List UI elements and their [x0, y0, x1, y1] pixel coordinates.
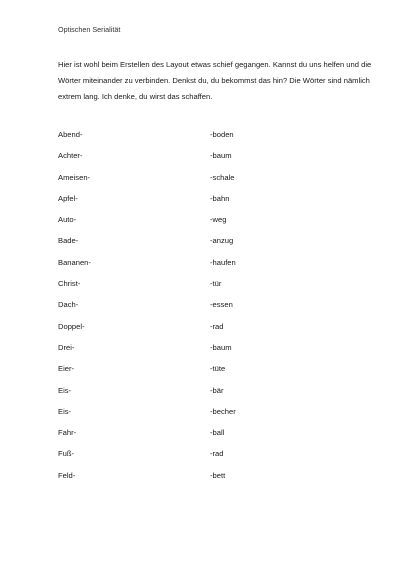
word-row	[58, 148, 358, 169]
word-prefix: Apfel-	[58, 193, 78, 203]
page-header: Optischen Serialität	[58, 25, 121, 34]
word-prefix: Drei-	[58, 342, 75, 352]
word-row	[58, 255, 358, 276]
word-suffix: -tüte	[210, 364, 226, 374]
word-prefix: Fahr-	[58, 428, 77, 438]
word-row	[58, 297, 358, 318]
word-suffix: -baum	[210, 342, 232, 352]
word-row	[58, 425, 358, 446]
word-suffix: -bett	[210, 470, 226, 480]
word-prefix: Eier-	[58, 364, 75, 374]
word-row	[58, 212, 358, 233]
word-prefix: Fuß-	[58, 449, 75, 459]
word-prefix: Achter-	[58, 151, 83, 161]
word-prefix: Feld-	[58, 470, 76, 480]
word-row	[58, 233, 358, 254]
word-row	[58, 127, 358, 148]
word-suffix: -haufen	[210, 257, 236, 267]
word-suffix: -schale	[210, 172, 235, 182]
word-prefix: Eis-	[58, 385, 72, 395]
word-suffix: -baum	[210, 151, 232, 161]
word-suffix: -rad	[210, 321, 224, 331]
word-suffix: -essen	[210, 300, 233, 310]
word-prefix: Auto-	[58, 215, 77, 225]
intro-paragraph: Hier ist wohl beim Erstellen des Layout etwas schief gegangen. Kannst du uns helfen und die Wörter miteinander zu verbinden. Denkst du, du bekommst das hin? Die Wörter sind nämlich extrem lang. Ich denke, du wirst das schaffen.	[58, 60, 372, 101]
word-suffix: -tür	[210, 279, 222, 289]
word-prefix: Bananen-	[58, 257, 91, 267]
word-suffix: -anzug	[210, 236, 234, 246]
word-prefix: Eis-	[58, 406, 72, 416]
word-row	[58, 191, 358, 212]
word-suffix: -rad	[210, 449, 224, 459]
word-row	[58, 383, 358, 404]
word-prefix: Ameisen-	[58, 172, 91, 182]
word-prefix: Dach-	[58, 300, 79, 310]
word-suffix: -weg	[210, 215, 227, 225]
word-suffix: -ball	[210, 428, 225, 438]
word-row	[58, 340, 358, 361]
word-row	[58, 361, 358, 382]
word-suffix: -boden	[210, 130, 234, 139]
word-row	[58, 276, 358, 297]
word-list	[58, 127, 358, 489]
word-prefix: Christ-	[58, 279, 81, 289]
word-prefix: Doppel-	[58, 321, 85, 331]
word-row	[58, 446, 358, 467]
word-suffix: -becher	[210, 406, 236, 416]
word-row	[58, 170, 358, 191]
word-suffix: -bär	[210, 385, 224, 395]
word-row	[58, 319, 358, 340]
word-prefix: Bade-	[58, 236, 79, 246]
word-suffix: -bahn	[210, 193, 230, 203]
word-row	[58, 468, 358, 489]
word-row	[58, 404, 358, 425]
word-prefix: Abend-	[58, 130, 83, 139]
